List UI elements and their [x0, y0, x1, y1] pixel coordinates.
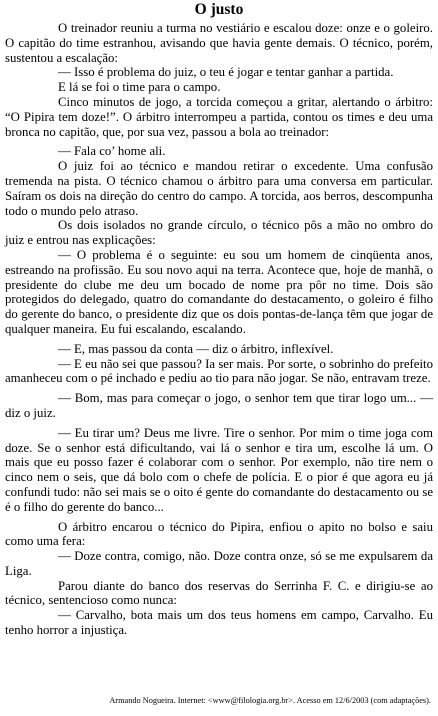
paragraph: Parou diante do banco dos reservas do Serrinha F. C. e dirigiu-se ao técnico, sentencioso como nunca: — [5, 578, 433, 608]
paragraph: — O problema é o seguinte: eu sou um homem de cinqüenta anos, estreando na profissão. Eu sou novo aqui na terra. Acontece que, hoje de manhã, o presidente do clube me deu um bocado de nome pra pôr no time. Dois são protegidos do delegado, quatro do comandante do destacamento, o goleiro é filho do gerente do banco, o presidente diz que os dois pontas-de-lança têm que jogar de qualquer maneira. Eu fui escalando, escalando. — [5, 247, 433, 336]
paragraph: — Fala co’ home ali. — [58, 144, 166, 159]
paragraph: O árbitro encarou o técnico do Pipira, enfiou o apito no bolso e saiu como uma fera: — [5, 519, 433, 549]
paragraph: — Bom, mas para começar o jogo, o senhor tem que tirar logo um... — diz o juiz. — [5, 391, 433, 420]
paragraph: — E, mas passou da conta — diz o árbitro, inflexível. — [58, 341, 334, 356]
paragraph: Os dois isolados no grande círculo, o técnico pôs a mão no ombro do juiz e entrou nas explicações: — [5, 218, 433, 248]
document-page — [5, 0, 433, 716]
paragraph: — Eu tirar um? Deus me livre. Tire o senhor. Por mim o time joga com doze. Se o senhor está dificultando, vai lá o senhor e tira um, escolhe lá um. O mais que eu posso fazer é colaborar com o senhor. Por exemplo, não tire nem o cinco nem o seis, que dá bolo com o chefe de polícia. E o pior é que agora eu já confundi tudo: não sei mais se o oito é gente do comandante do destacamento ou se é o filho do gerente do banco... — [5, 425, 433, 514]
source-citation: Armando Nogueira. Internet: <www@filologia.org.br>. Acesso em 12/6/2003 (com adaptações). — [109, 696, 431, 705]
paragraph: E lá se foi o time para o campo. — [58, 80, 221, 95]
document-title: O justo — [194, 1, 244, 18]
story-body — [5, 21, 433, 638]
paragraph: — Carvalho, bota mais um dos teus homens em campo, Carvalho. Eu tenho horror a injustiça. — [5, 608, 433, 638]
paragraph: O treinador reuniu a turma no vestiário e escalou doze: onze e o goleiro. O capitão do time estranhou, avisando que havia gente demais. O técnico, porém, sustentou a escalação: — [5, 21, 433, 65]
paragraph: — E eu não sei que passou? Ia ser mais. Por sorte, o sobrinho do prefeito amanheceu com o pé inchado e pediu ao tio para não jogar. Se não, entravam treze. — [5, 356, 433, 386]
paragraph: Cinco minutos de jogo, a torcida começou a gritar, alertando o árbitro: “O Pipira tem doze!”. O árbitro interrompeu a partida, contou os times e deu uma bronca no capitão, que, por sua vez, passou a bola ao treinador: — [5, 94, 433, 139]
paragraph: — Isso é problema do juiz, o teu é jogar e tentar ganhar a partida. — [58, 65, 394, 80]
paragraph: O juiz foi ao técnico e mandou retirar o excedente. Uma confusão tremenda na pista. O técnico chamou o árbitro para uma conversa em particular. Saíram os dois na direção do centro do campo. A torcida, aos berros, descompunha todo o mundo pelo atraso. — [5, 159, 433, 218]
paragraph: — Doze contra, comigo, não. Doze contra onze, só se me expulsarem da Liga. — [5, 549, 433, 578]
